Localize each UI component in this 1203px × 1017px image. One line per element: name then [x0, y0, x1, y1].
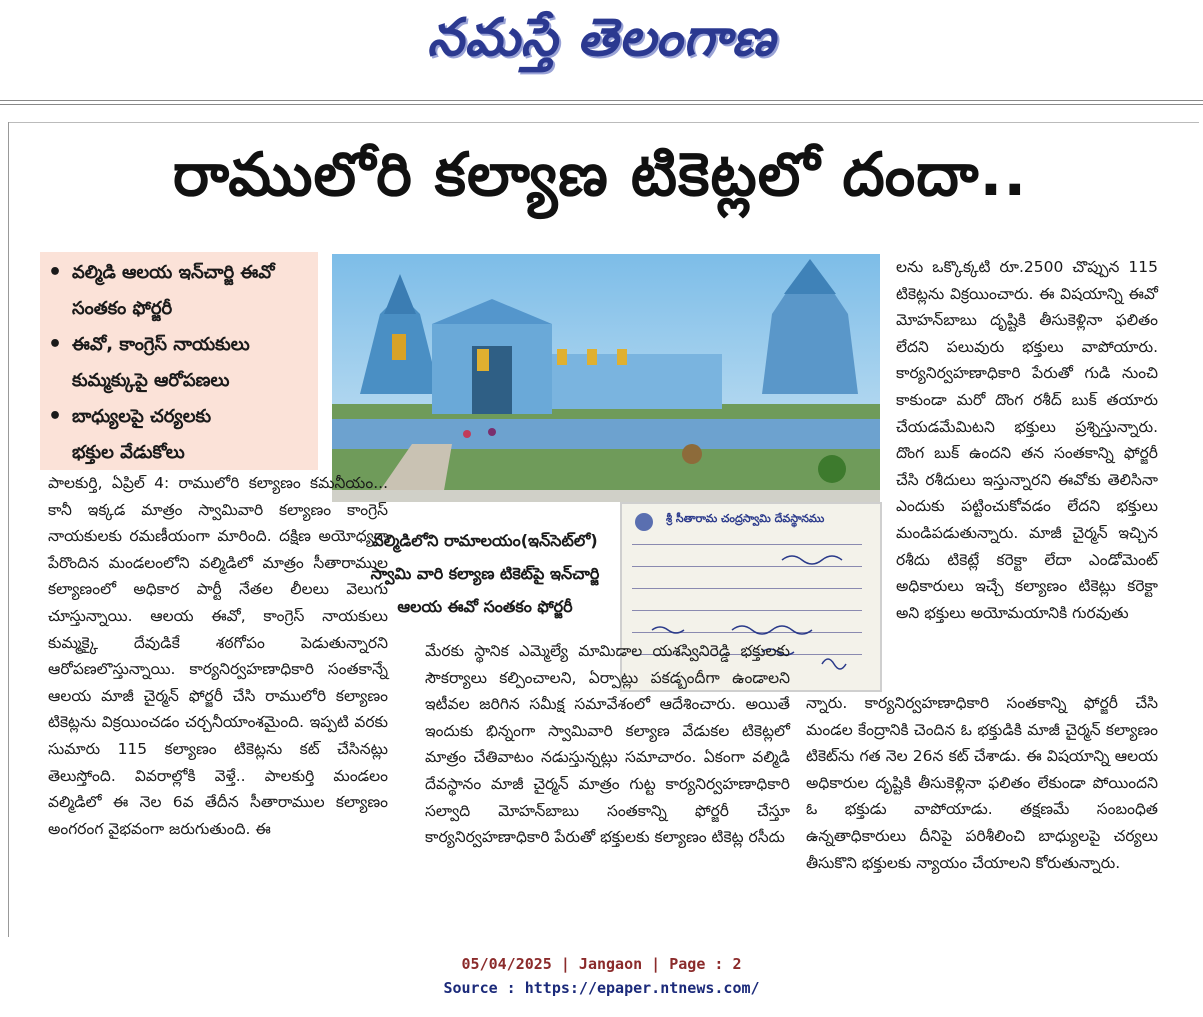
- caption-line: స్వామి వారి కల్యాణ టికెట్‌పై ఇన్‌చార్జి: [370, 564, 600, 583]
- caption-line: వల్మిడిలోని రామాలయం(ఇన్‌సెట్‌లో): [372, 531, 598, 550]
- bullet-icon: •: [48, 332, 63, 357]
- paragraph: పాలకుర్తి, ఏప్రిల్ 4: రాములోరి కల్యాణం కమనీయం... కానీ ఇక్కడ మాత్రం స్వామివారి కల్యాణం కాంగ్రెస్ నాయకులకు రమణీయంగా మారింది. దక్షిణ అయోధ్యగా పేరొందిన మండలంలోని వల్మిడిలో మాత్రం సీతారాముల కల్యాణంలో అధికార పార్టీ నేతల లీలలు వెలుగు చూస్తున్నాయి. ఆలయ ఈవో, కాంగ్రెస్ నాయకులు కుమ్మక్కై దేవుడికే శఠగోపం పెడుతున్నారని ఆరోపణలొస్తున్నాయి. కార్యనిర్వహణాధికారి సంతకాన్నే ఆలయ మాజీ చైర్మన్ ఫోర్జరీ చేసి రాములోరి కల్యాణం టికెట్లను విక్రయించడం చర్చనీయాంశమైంది. ఇప్పటి వరకు సుమారు 115 కల్యాణం టికెట్లను కట్ చేసినట్లు తెలుస్తోంది. వివరాల్లోకి వెళ్తే.. పాలకుర్తి మండలం వల్మిడిలో ఈ నెల 6వ తేదీన సీతారాముల కల్యాణం అంగరంగ వైభవంగా జరుగుతుంది. ఈ: [48, 474, 388, 838]
- article-headline: రాములోరి కల్యాణ టికెట్లలో దందా..: [172, 140, 1028, 210]
- newspaper-logo: నమస్తే తెలంగాణ: [427, 8, 776, 68]
- highlight-text: వల్మిడి ఆలయ ఇన్‌చార్జి ఈవో: [72, 262, 275, 283]
- paragraph: న్నారు. కార్యనిర్వహణాధికారి సంతకాన్ని ఫోర్జరీ చేసి మండల కేంద్రానికి చెందిన ఓ భక్తుడికి మాజీ చైర్మన్ కల్యాణం టికెట్‌ను గత నెల 26న కట్ చేశాడు. ఈ విషయాన్ని ఆలయ అధికారుల దృష్టికి తీసుకెళ్లినా ఫలితం లేకుండా పోయిందని ఓ భక్తుడు వాపోయాడు. తక్షణమే సంబంధిత ఉన్నతాధికారులు దీనిపై పరిశీలించి బాధ్యులపై చర్యలు తీసుకొని భక్తులకు న్యాయం చేయాలని కోరుతున్నారు.: [806, 694, 1158, 872]
- article-column-3-continued: [806, 690, 1158, 876]
- paragraph: లను ఒక్కొక్కటి రూ.2500 చొప్పున 115 టికెట్లను విక్రయించారు. ఈ విషయాన్ని ఈవో మోహన్‌బాబు దృష్టికి తీసుకెళ్లినా ఫలితం లేదని పలువురు భక్తులు వాపోయారు. కార్యనిర్వహణాధికారి పేరుతో గుడి నుంచి కాకుండా మరో దొంగ రశీద్ బుక్ తయారు చేయడమేమిటని భక్తులు ప్రశ్నిస్తున్నారు. దొంగ బుక్ ఉందని తన సంతకాన్ని ఫోర్జరీ చేసి రశీదులు ఇస్తున్నారని ఈవోకు తెలిసినా ఎందుకు పట్టించుకోవడం లేదని భక్తులు మండిపడుతున్నారు. మాజీ చైర్మన్ ఇచ్చిన రశీదు టికెట్లే కరెక్టా లేదా ఎండోమెంట్ అధికారులు ఇచ్చే కల్యాణం టికెట్లు కరెక్టా అని భక్తులు అయోమయానికి గురవుతు: [896, 258, 1158, 622]
- highlight-text: సంతకం ఫోర్జరీ: [72, 298, 173, 319]
- edition-info: 05/04/2025 | Jangaon | Page : 2: [461, 955, 742, 973]
- temple-illustration: [332, 254, 880, 502]
- article-column-3: [896, 254, 1158, 626]
- article-column-2: [425, 638, 790, 851]
- receipt-title: శ్రీ సీతారామ చంద్రస్వామి దేవస్థానము: [666, 512, 825, 525]
- paragraph: మేరకు స్థానిక ఎమ్మెల్యే మామిడాల యశస్విని‌రెడ్డి భక్తులకు సౌకర్యాలు కల్పించాలని, ఏర్పాట్లు పకడ్బందీగా ఉండాలని ఇటీవల జరిగిన సమీక్ష సమావేశంలో ఆదేశించారు. అయితే ఇందుకు భిన్నంగా స్వామివారి కల్యాణ వేడుకల టికెట్లలో మాత్రం చేతివాటం నడుస్తున్నట్లు సమాచారం. ఏకంగా వల్మిడి దేవస్థానం మాజీ చైర్మన్ మాత్రం గుట్ట కార్యనిర్వహణాధికారి సల్వాది మోహన్‌బాబు సంతకాన్ని ఫోర్జరీ చేస్తూ కార్యనిర్వహణాధికారి పేరుతో భక్తులకు కల్యాణం టికెట్ల రసీదు: [425, 642, 790, 847]
- highlight-text: కుమ్మక్కుపై ఆరోపణలు: [72, 370, 230, 391]
- highlight-text: బాధ్యులపై చర్యలకు: [72, 406, 212, 427]
- caption-line: ఆలయ ఈవో సంతకం ఫోర్జరీ: [397, 597, 573, 616]
- highlight-text: భక్తుల వేడుకోలు: [72, 442, 185, 463]
- photo-caption: [350, 524, 620, 623]
- masthead: [0, 0, 1203, 100]
- page-footer: [0, 952, 1203, 1000]
- masthead-divider: [0, 100, 1203, 101]
- source-link[interactable]: Source : https://epaper.ntnews.com/: [443, 979, 760, 997]
- masthead-divider-secondary: [0, 104, 1203, 105]
- temple-photo: [332, 254, 880, 502]
- article-column-1: [48, 470, 388, 842]
- highlight-text: ఈవో, కాంగ్రెస్ నాయకులు: [72, 334, 250, 355]
- bullet-icon: •: [48, 260, 63, 285]
- bullet-icon: •: [48, 404, 63, 429]
- highlights-box: [40, 252, 318, 470]
